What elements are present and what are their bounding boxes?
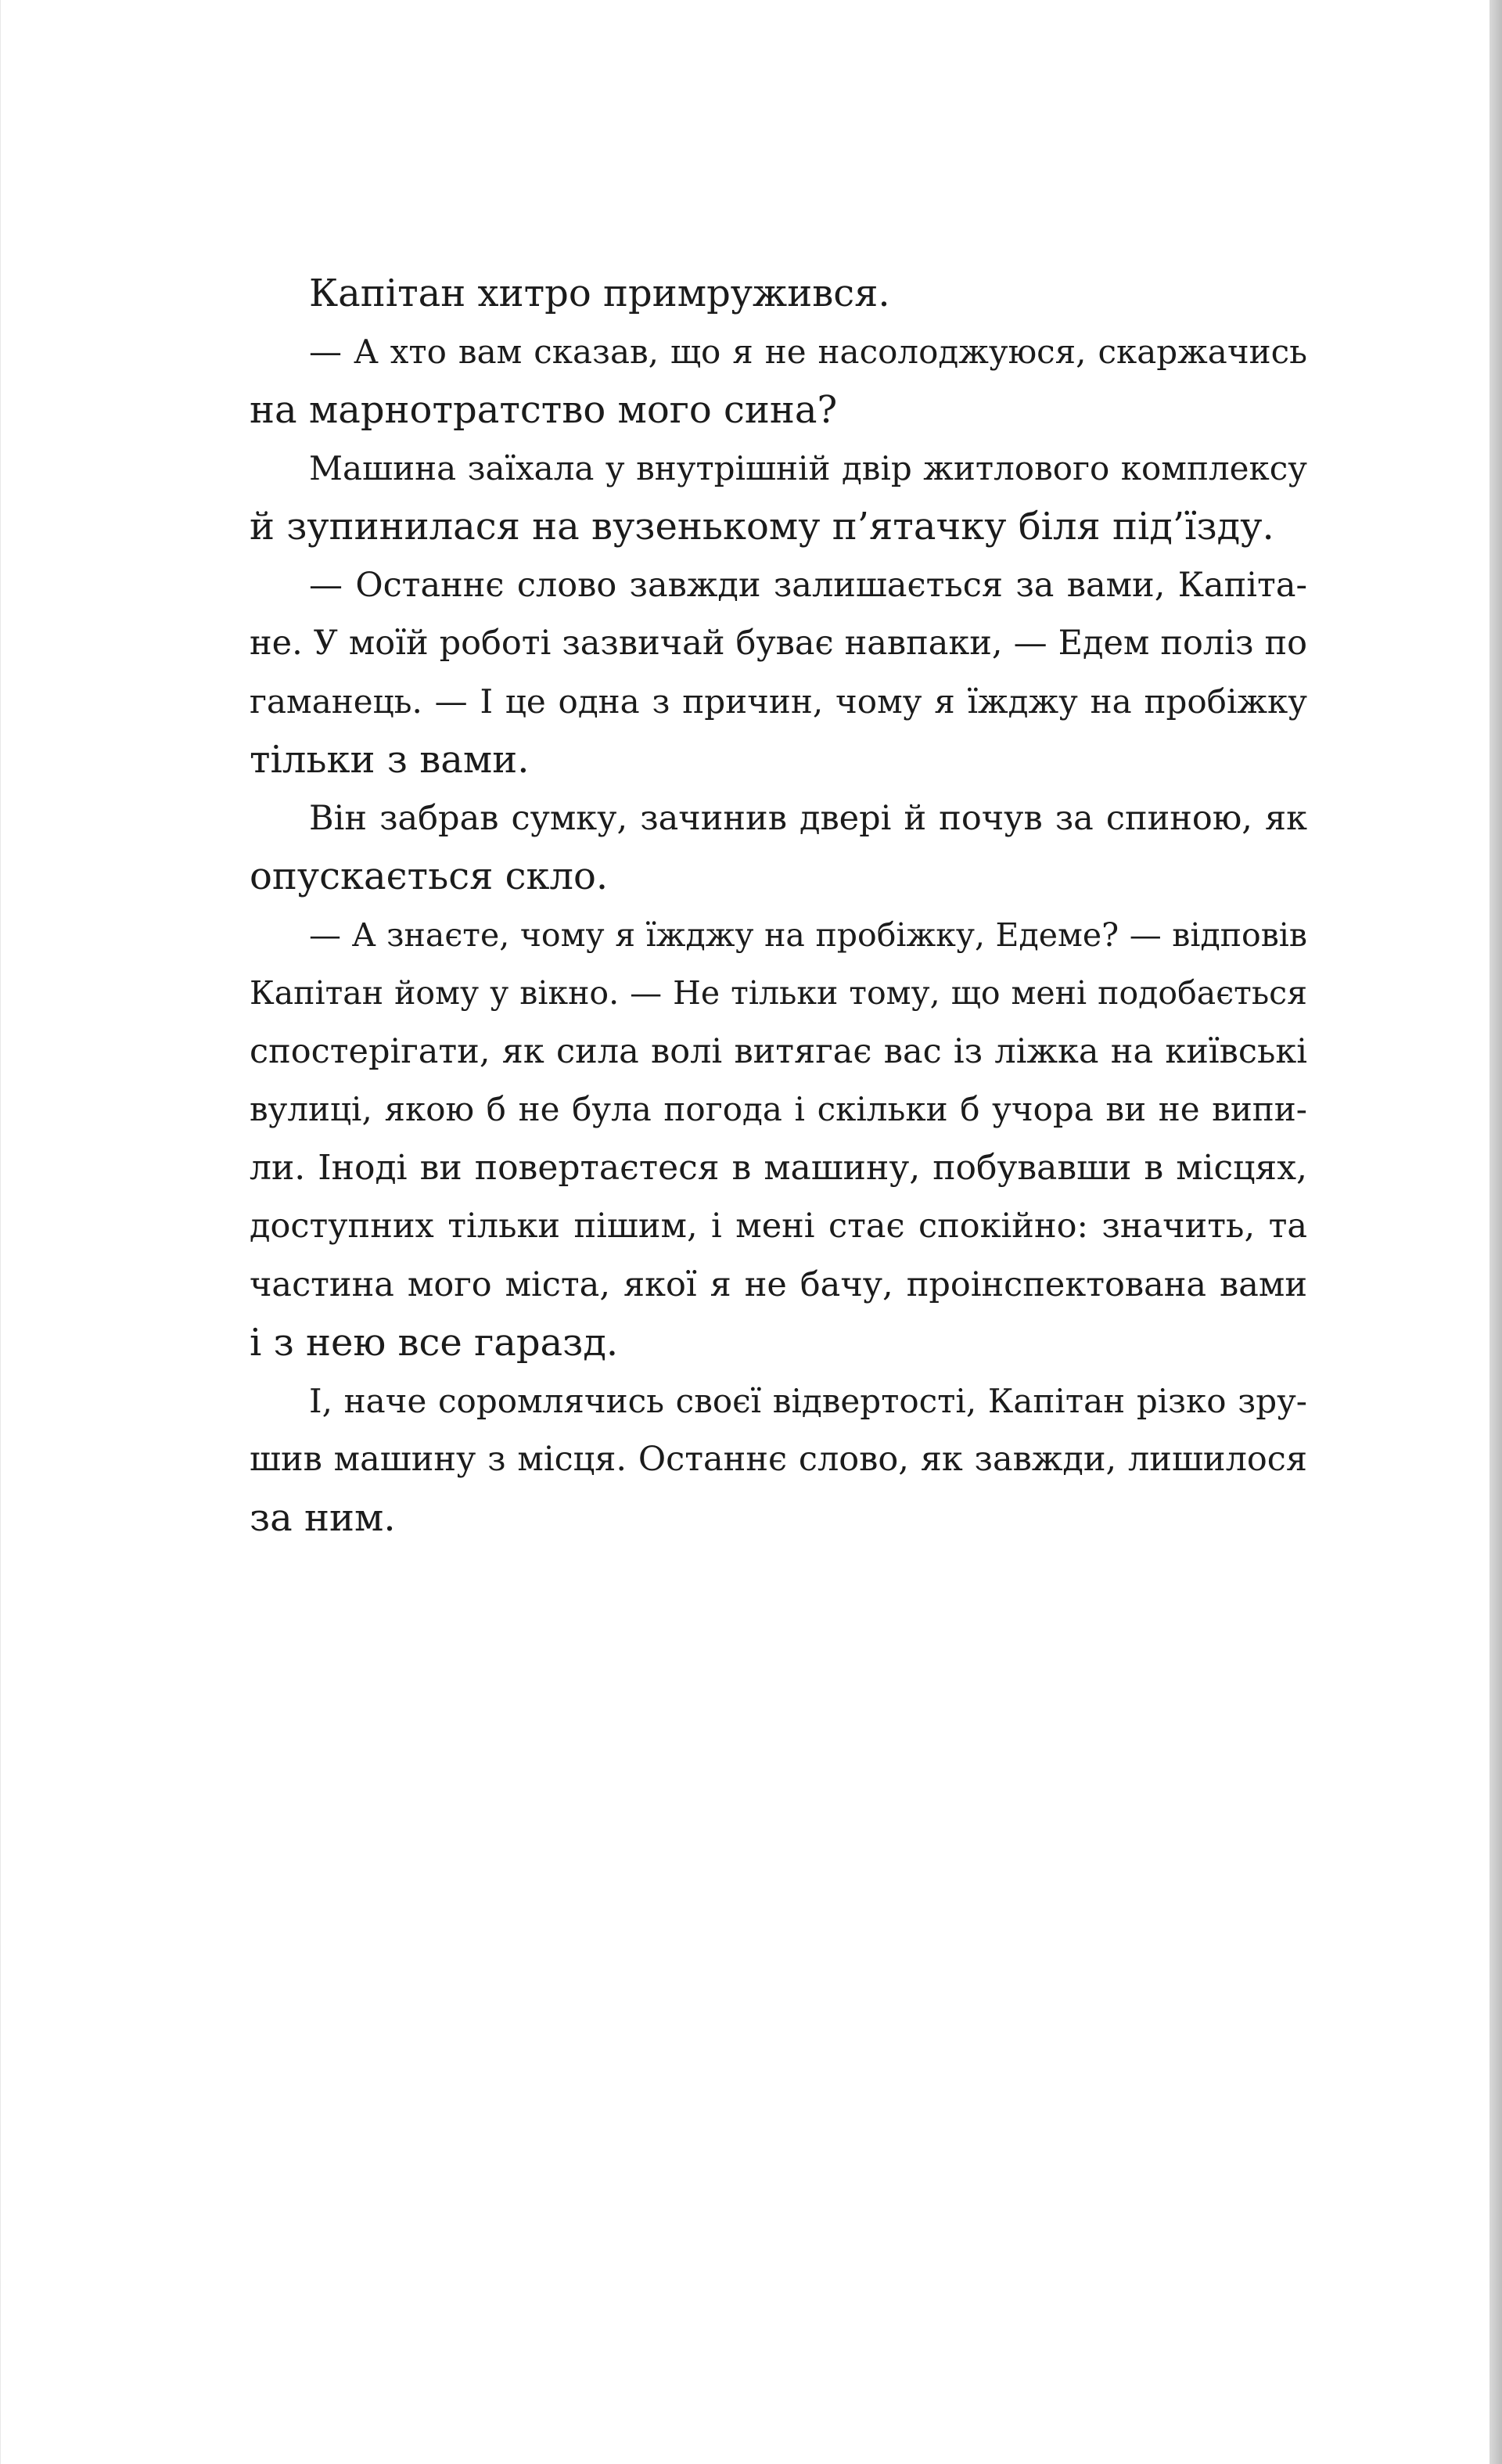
text-line: гаманець. — І це одна з причин, чому я їжджу на пробіжку bbox=[250, 682, 1307, 721]
page-text bbox=[250, 264, 1307, 1547]
text-line: тільки з вами. bbox=[250, 738, 530, 782]
text-line: Машина заїхала у внутрішній двір житлового комплексу bbox=[309, 448, 1307, 487]
text-line: — А знаєте, чому я їжджу на пробіжку, Едеме? — відповів bbox=[309, 915, 1307, 954]
text-line: — Останнє слово завжди залишається за вами, Капіта- bbox=[309, 565, 1307, 605]
text-line: Капітан хитро примружився. bbox=[309, 272, 890, 315]
text-line: вулиці, якою б не була погода і скільки б учора ви не випи- bbox=[250, 1090, 1307, 1128]
text-line: на марнотратство мого сина? bbox=[250, 388, 838, 432]
text-line: доступних тільки пішим, і мені стає спокійно: значить, та bbox=[250, 1207, 1307, 1246]
page-edge-shadow bbox=[1489, 0, 1502, 2464]
text-line: спостерігати, як сила волі витягає вас із ліжка на київські bbox=[250, 1031, 1307, 1071]
text-line: і з нею все гаразд. bbox=[250, 1321, 619, 1365]
text-line: Він забрав сумку, зачинив двері й почув за спиною, як bbox=[309, 798, 1307, 838]
text-line: ли. Іноді ви повертаєтеся в машину, побувавши в місцях, bbox=[250, 1147, 1307, 1188]
text-line: й зупинилася на вузенькому п’ятачку біля під’їзду. bbox=[250, 505, 1274, 549]
text-line: І, наче соромлячись своєї відвертості, Капітан різко зру- bbox=[309, 1381, 1307, 1420]
text-line: за ним. bbox=[250, 1495, 396, 1540]
text-line: не. У моїй роботі зазвичай буває навпаки, — Едем поліз по bbox=[250, 624, 1307, 663]
text-line: опускається скло. bbox=[250, 854, 609, 898]
text-line: шив машину з місця. Останнє слово, як завжди, лишилося bbox=[250, 1440, 1307, 1479]
text-line: Капітан йому у вікно. — Не тільки тому, що мені подобається bbox=[250, 974, 1307, 1012]
text-line: — А хто вам сказав, що я не насолоджуюся, скаржачись bbox=[309, 332, 1307, 371]
text-line: частина мого міста, якої я не бачу, проінспектована вами bbox=[250, 1264, 1307, 1304]
